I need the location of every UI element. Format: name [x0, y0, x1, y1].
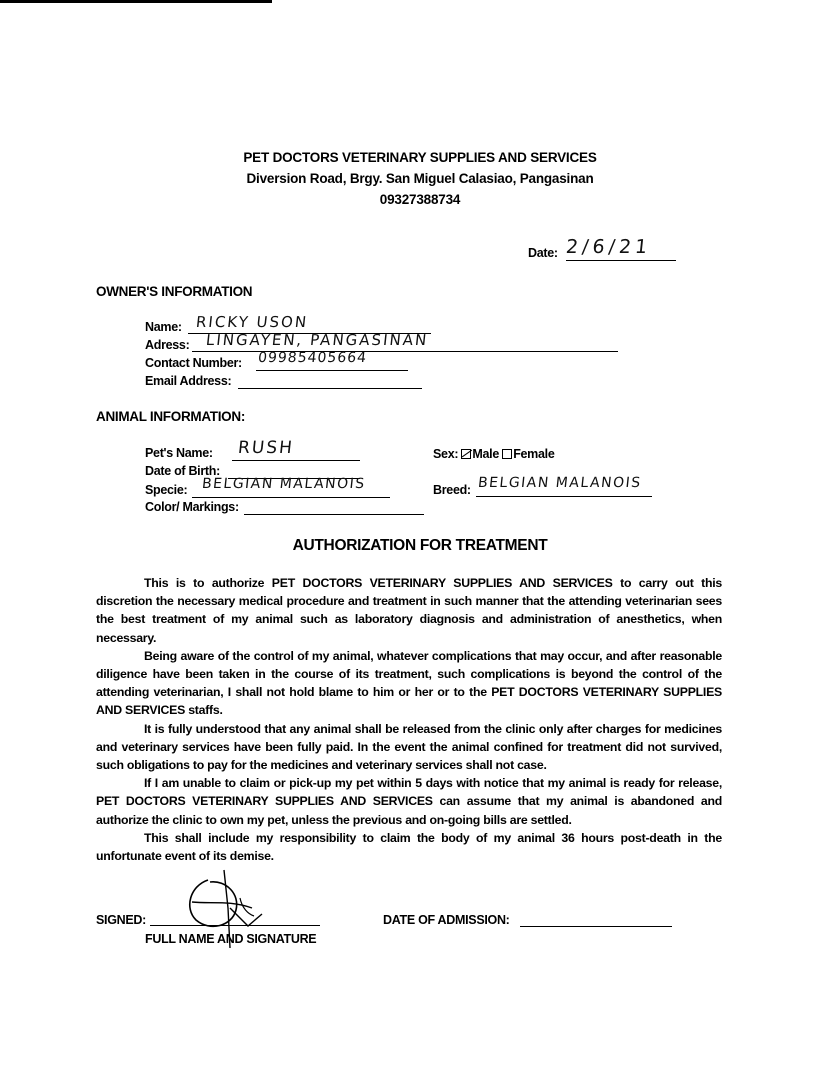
date-label: Date:: [528, 246, 558, 260]
signed-label: SIGNED:: [96, 913, 146, 927]
sex-label: Sex:: [433, 447, 459, 461]
breed-label: Breed:: [433, 483, 471, 497]
owner-contact-value: 09985405664: [257, 350, 368, 366]
authorization-title: AUTHORIZATION FOR TREATMENT: [292, 537, 548, 554]
owner-name-value: RICKY USON: [195, 313, 310, 331]
clinic-address: Diversion Road, Brgy. San Miguel Calasiao, Pangasinan: [246, 171, 594, 186]
authorization-paragraph: This is to authorize PET DOCTORS VETERINARY SUPPLIES AND SERVICES to carry out this discretion the necessary medical procedure and treatment in such manner that the attending veterinarian sees the best treatment of my animal such as laboratory diagnosis and administration of anesthetics, when necessary.: [96, 576, 722, 645]
owner-address-value: LINGAYEN, PANGASINAN: [205, 331, 430, 349]
owner-address-line: [192, 351, 618, 352]
color-label: Color/ Markings:: [145, 500, 239, 514]
sex-female-label: Female: [513, 447, 555, 461]
specie-value: BELGIAN MALANOIS: [201, 476, 367, 492]
date-underline: [566, 260, 676, 261]
breed-value: BELGIAN MALANOIS: [477, 475, 643, 491]
specie-line: [192, 497, 390, 498]
owner-email-line: [238, 388, 422, 389]
owner-section-title: OWNER'S INFORMATION: [96, 284, 253, 299]
sex-male-label: Male: [472, 447, 499, 461]
dob-label: Date of Birth:: [145, 464, 220, 478]
date-value: 2/6/21: [564, 236, 653, 258]
signature-caption: FULL NAME AND SIGNATURE: [145, 932, 317, 946]
authorization-paragraph: This shall include my responsibility to claim the body of my animal 36 hours post-death in the unfortunate event of its demise.: [96, 830, 722, 864]
pet-name-value: RUSH: [236, 438, 295, 458]
pet-name-line: [232, 460, 360, 461]
admission-line: [520, 926, 672, 927]
pet-name-label: Pet's Name:: [145, 446, 213, 460]
clinic-name: PET DOCTORS VETERINARY SUPPLIES AND SERVICES: [243, 150, 597, 165]
specie-label: Specie:: [145, 483, 188, 497]
color-line: [244, 514, 424, 515]
scan-edge-mark: [0, 0, 272, 3]
authorization-paragraph: It is fully understood that any animal shall be released from the clinic only after charges for medicines and veterinary services have been fully paid. In the event the animal confined for treatment did not survived, such obligations to pay for the medicines and veterinary services shall not case.: [96, 721, 722, 773]
owner-contact-label: Contact Number:: [145, 356, 242, 370]
animal-section-title: ANIMAL INFORMATION:: [96, 409, 246, 424]
owner-email-label: Email Address:: [145, 374, 232, 388]
owner-address-label: Adress:: [145, 338, 190, 352]
owner-contact-line: [256, 370, 408, 371]
male-checkbox[interactable]: [461, 449, 471, 459]
owner-name-label: Name:: [145, 320, 182, 334]
authorization-paragraph: If I am unable to claim or pick-up my pet within 5 days with notice that my animal is ready for release, PET DOCTORS VETERINARY SUPPLIES AND SERVICES can assume that my animal is abandoned and authorize the clinic to own my pet, unless the previous and on-going bills are settled.: [96, 776, 722, 827]
admission-label: DATE OF ADMISSION:: [383, 913, 510, 927]
authorization-paragraph: Being aware of the control of my animal, whatever complications that may occur, and after reasonable diligence have been taken in the course of its treatment, such complications is beyond the control of the attending veterinarian, I shall not hold blame to him or her or to the PET DOCTORS VETERINARY SUPPLIES AND SERVICES staffs.: [96, 648, 722, 718]
female-checkbox[interactable]: [502, 449, 512, 459]
breed-line: [476, 496, 652, 497]
sex-field: [433, 447, 554, 461]
authorization-body: [96, 574, 722, 865]
clinic-phone: 09327388734: [379, 192, 461, 207]
